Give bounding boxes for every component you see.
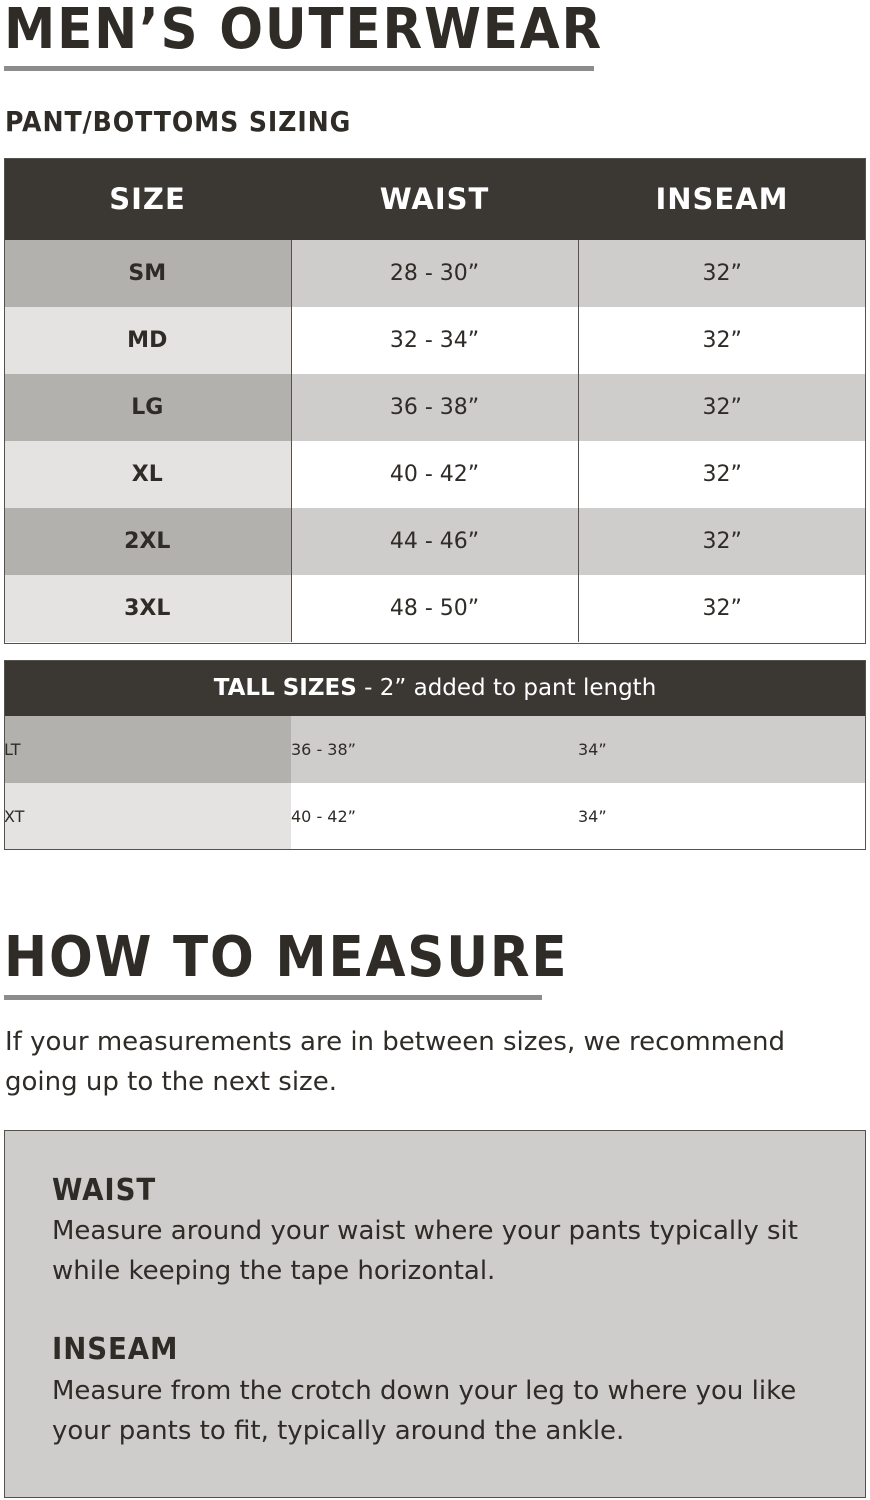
tall-sizes-header	[4, 660, 866, 716]
inseam-cell: 32”	[578, 307, 866, 374]
table-row	[4, 575, 866, 642]
how-to-measure-title: HOW TO MEASURE	[4, 925, 569, 990]
size-cell: LG	[4, 374, 291, 441]
waist-cell: 28 - 30”	[291, 240, 578, 307]
table-header-row	[4, 158, 866, 240]
table-row	[4, 441, 866, 508]
measure-instructions-box	[4, 1130, 866, 1498]
how-to-measure-underline	[4, 995, 542, 1000]
column-header-waist: WAIST	[291, 158, 578, 240]
inseam-cell: 34”	[578, 783, 866, 850]
size-chart-table	[4, 158, 866, 642]
inseam-cell: 34”	[578, 716, 866, 783]
inseam-cell: 32”	[578, 508, 866, 575]
inseam-cell: 32”	[578, 374, 866, 441]
waist-cell: 36 - 38”	[291, 374, 578, 441]
column-header-size: SIZE	[4, 158, 291, 240]
table-row	[4, 374, 866, 441]
size-cell: XT	[4, 783, 291, 850]
tall-sizes-heading-note: - 2” added to pant length	[356, 675, 657, 701]
waist-heading: WAIST	[52, 1173, 157, 1208]
table-row	[4, 307, 866, 374]
waist-cell: 36 - 38”	[291, 716, 578, 783]
section-subtitle: PANT/BOTTOMS SIZING	[5, 105, 352, 138]
waist-cell: 32 - 34”	[291, 307, 578, 374]
size-cell: XL	[4, 441, 291, 508]
page-title: MEN’S OUTERWEAR	[4, 0, 604, 62]
table-row	[4, 783, 866, 850]
column-header-inseam: INSEAM	[578, 158, 866, 240]
inseam-instructions: Measure from the crotch down your leg to where you like your pants to fit, typically around the ankle.	[52, 1376, 797, 1446]
table-row	[4, 508, 866, 575]
waist-cell: 40 - 42”	[291, 441, 578, 508]
size-cell: 3XL	[4, 575, 291, 642]
inseam-cell: 32”	[578, 441, 866, 508]
inseam-cell: 32”	[578, 575, 866, 642]
waist-cell: 48 - 50”	[291, 575, 578, 642]
size-cell: 2XL	[4, 508, 291, 575]
waist-cell: 40 - 42”	[291, 783, 578, 850]
size-cell: LT	[4, 716, 291, 783]
waist-cell: 44 - 46”	[291, 508, 578, 575]
waist-instructions: Measure around your waist where your pants typically sit while keeping the tape horizontal.	[52, 1216, 798, 1286]
inseam-heading: INSEAM	[52, 1332, 179, 1367]
table-row	[4, 240, 866, 307]
inseam-cell: 32”	[578, 240, 866, 307]
size-cell: SM	[4, 240, 291, 307]
title-underline	[4, 66, 594, 71]
size-cell: MD	[4, 307, 291, 374]
tall-sizes-table	[4, 716, 866, 850]
tall-sizes-heading-bold: TALL SIZES	[213, 675, 357, 701]
measure-intro-text: If your measurements are in between sizes, we recommend going up to the next size.	[5, 1027, 785, 1097]
table-row	[4, 716, 866, 783]
